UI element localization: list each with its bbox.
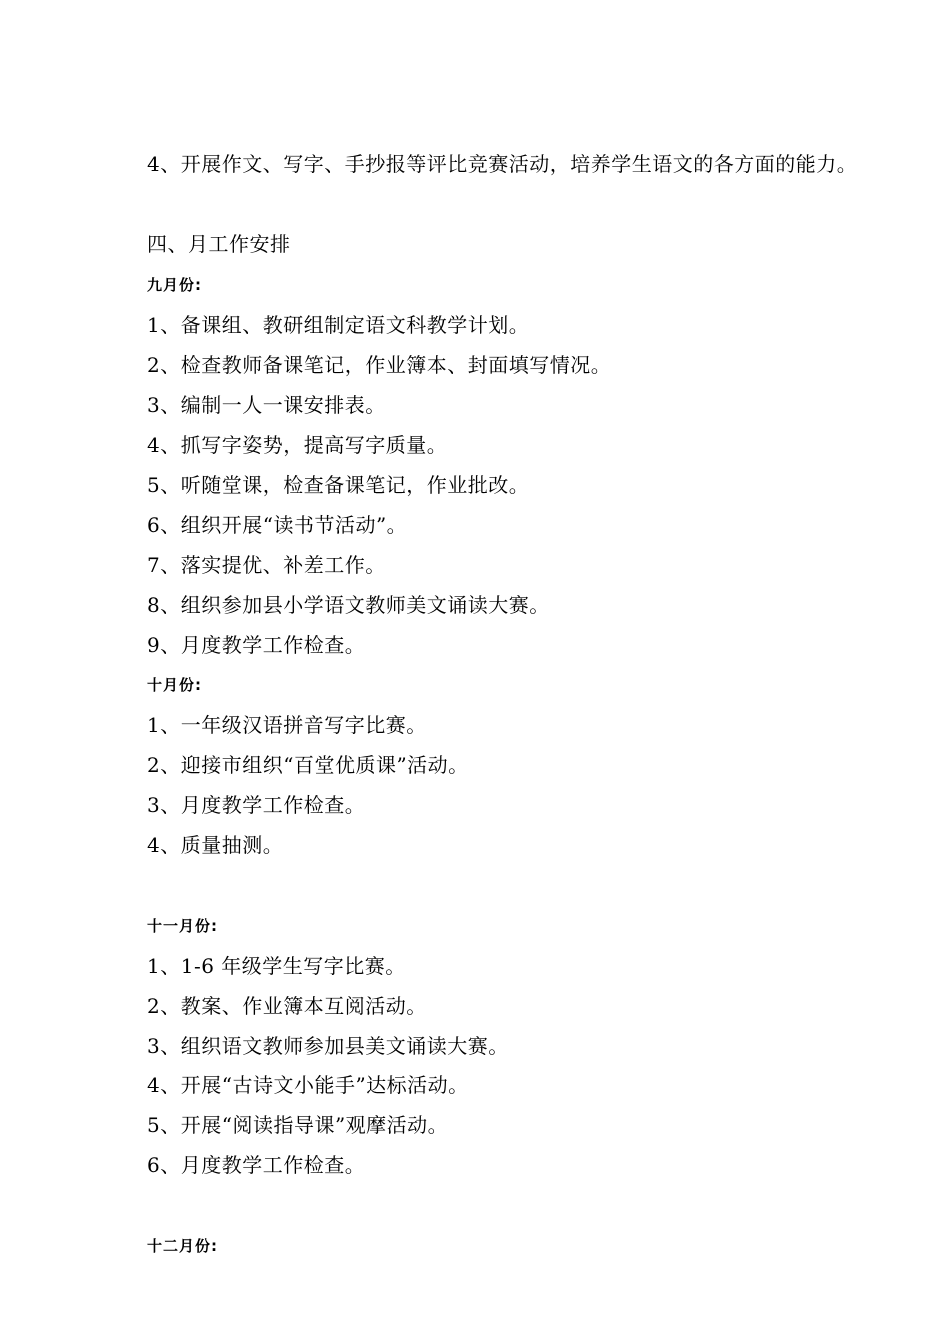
list-item: 3、组织语文教师参加县美文诵读大赛。 [147,1034,509,1058]
list-item: 2、教案、作业簿本互阅活动。 [147,994,427,1018]
list-item: 5、开展“阅读指导课”观摩活动。 [147,1113,449,1137]
list-item: 4、抓写字姿势，提高写字质量。 [147,433,448,457]
section-title: 四、月工作安排 [147,232,291,256]
list-item: 9、月度教学工作检查。 [147,633,366,657]
month-label-october: 十月份: [147,676,202,694]
list-item: 3、编制一人一课安排表。 [147,393,386,417]
list-item: 6、月度教学工作检查。 [147,1153,366,1177]
list-item: 4、开展“古诗文小能手”达标活动。 [147,1073,469,1097]
list-item: 1、一年级汉语拼音写字比赛。 [147,713,427,737]
list-item: 1、1-6 年级学生写字比赛。 [147,954,406,978]
list-item: 2、检查教师备课笔记，作业簿本、封面填写情况。 [147,353,612,377]
month-label-december: 十二月份: [147,1237,218,1255]
list-item: 5、听随堂课，检查备课笔记，作业批改。 [147,473,530,497]
list-item: 8、组织参加县小学语文教师美文诵读大赛。 [147,593,550,617]
month-label-september: 九月份: [147,276,202,294]
list-item: 3、月度教学工作检查。 [147,793,366,817]
list-item: 7、落实提优、补差工作。 [147,553,386,577]
intro-paragraph: 4、开展作文、写字、手抄报等评比竞赛活动，培养学生语文的各方面的能力。 [147,152,858,176]
list-item: 6、组织开展“读书节活动”。 [147,513,408,537]
list-item: 1、备课组、教研组制定语文科教学计划。 [147,313,530,337]
list-item: 2、迎接市组织“百堂优质课”活动。 [147,753,469,777]
month-label-november: 十一月份: [147,917,218,935]
list-item: 4、质量抽测。 [147,833,284,857]
